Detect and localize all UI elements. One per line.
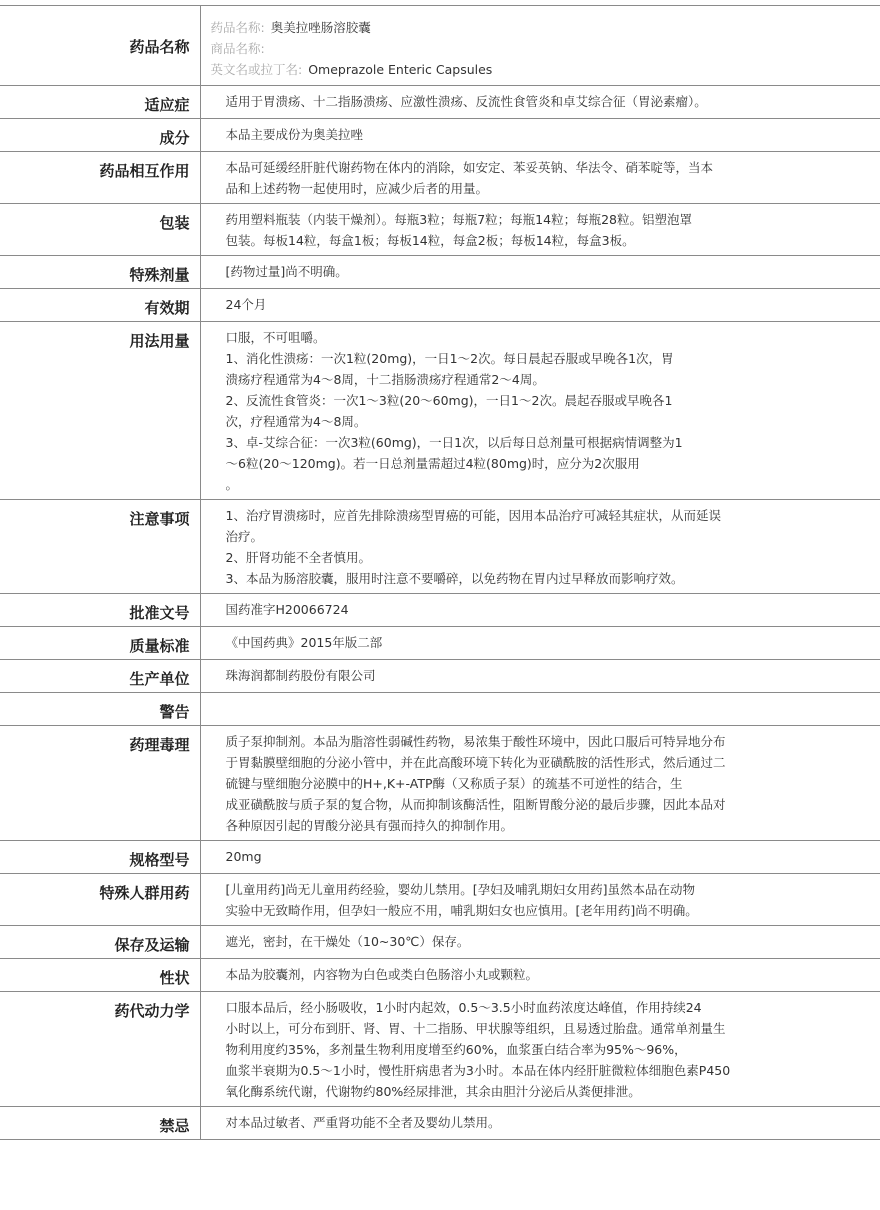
row-label	[0, 926, 200, 959]
english-name-value: Omeprazole Enteric Capsules	[308, 62, 493, 77]
generic-name-value: 奥美拉唑肠溶胶囊	[270, 20, 371, 35]
label-text: 注意事项	[129, 510, 190, 528]
row-value	[200, 152, 880, 204]
label-text: 规格型号	[129, 851, 190, 869]
row-label	[0, 256, 200, 289]
table-row	[0, 841, 880, 874]
label-text: 药理毒理	[129, 736, 190, 754]
table-row	[0, 874, 880, 926]
value-line: 包装。每板14粒，每盒1板；每板14粒，每盒2板；每板14粒，每盒3板。	[225, 233, 635, 248]
label-text: 禁忌	[159, 1117, 190, 1135]
row-label	[0, 6, 200, 86]
table-row	[0, 289, 880, 322]
row-label	[0, 874, 200, 926]
value-line: [儿童用药]尚无儿童用药经验，婴幼儿禁用。[孕妇及哺乳期妇女用药]虽然本品在动物	[225, 882, 696, 897]
value-line: 20mg	[225, 849, 262, 864]
row-label	[0, 660, 200, 693]
drug-info-table	[0, 5, 880, 1140]
table-row	[0, 926, 880, 959]
row-value	[200, 693, 880, 726]
table-row	[0, 204, 880, 256]
row-value	[200, 926, 880, 959]
value-line: 小时以上，可分布到肝、肾、胃、十二指肠、甲状腺等组织，且易透过胎盘。通常单剂量生	[225, 1021, 726, 1036]
table-row	[0, 594, 880, 627]
generic-name-label: 药品名称:	[210, 20, 265, 35]
row-value	[200, 289, 880, 322]
value-line: 1、消化性溃疡：一次1粒(20mg)，一日1～2次。每日晨起吞服或早晚各1次，胃	[225, 351, 674, 366]
value-line: 本品主要成份为奥美拉唑	[225, 127, 364, 142]
table-row	[0, 1107, 880, 1140]
row-value	[200, 500, 880, 594]
row-label	[0, 289, 200, 322]
label-text: 有效期	[144, 299, 190, 317]
row-value	[200, 627, 880, 660]
value-line: 对本品过敏者、严重肾功能不全者及婴幼儿禁用。	[225, 1115, 501, 1130]
value-line: 2、肝肾功能不全者慎用。	[225, 550, 371, 565]
value-line: 次，疗程通常为4～8周。	[225, 414, 367, 429]
label-text: 保存及运输	[114, 936, 190, 954]
value-line: 口服，不可咀嚼。	[225, 330, 326, 345]
row-label	[0, 152, 200, 204]
label-text: 特殊剂量	[129, 266, 190, 284]
value-line: 3、卓-艾综合征：一次3粒(60mg)，一日1次，以后每日总剂量可根据病情调整为1	[225, 435, 683, 450]
label-text: 批准文号	[129, 604, 190, 622]
row-value	[200, 256, 880, 289]
drug-info-body	[0, 6, 880, 1140]
trade-name-line	[211, 38, 871, 59]
row-label	[0, 594, 200, 627]
label-text: 警告	[159, 703, 190, 721]
table-row	[0, 119, 880, 152]
row-label	[0, 119, 200, 152]
value-line: 硫键与壁细胞分泌膜中的H+,K+-ATP酶（又称质子泵）的巯基不可逆性的结合，生	[225, 776, 683, 791]
row-drug-names	[0, 6, 880, 86]
table-row	[0, 500, 880, 594]
row-value	[200, 322, 880, 500]
label-text: 成分	[159, 129, 190, 147]
generic-name-line	[211, 17, 871, 38]
label-text: 生产单位	[129, 670, 190, 688]
value-line: 24个月	[225, 297, 267, 312]
value-line: 国药准字H20066724	[225, 602, 349, 617]
value-line: 本品可延缓经肝脏代谢药物在体内的消除，如安定、苯妥英钠、华法令、硝苯啶等，当本	[225, 160, 714, 175]
label-text: 用法用量	[129, 332, 190, 350]
table-row	[0, 660, 880, 693]
value-line: 珠海润都制药股份有限公司	[225, 668, 376, 683]
value-line: 《中国药典》2015年版二部	[225, 635, 383, 650]
row-label	[0, 500, 200, 594]
value-line: 血浆半衰期为0.5～1小时，慢性肝病患者为3小时。本品在体内经肝脏微粒体细胞色素P450	[225, 1063, 731, 1078]
label-text: 质量标准	[129, 637, 190, 655]
table-row	[0, 152, 880, 204]
row-label	[0, 959, 200, 992]
table-row	[0, 627, 880, 660]
row-label	[0, 204, 200, 256]
table-row	[0, 322, 880, 500]
value-line: 氧化酶系统代谢，代谢物约80%经尿排泄，其余由胆汁分泌后从粪便排泄。	[225, 1084, 641, 1099]
row-value	[200, 992, 880, 1107]
table-row	[0, 86, 880, 119]
table-row	[0, 726, 880, 841]
value-line: 溃疡疗程通常为4～8周，十二指肠溃疡疗程通常2～4周。	[225, 372, 545, 387]
value-line: 药用塑料瓶装（内装干燥剂）。每瓶3粒；每瓶7粒；每瓶14粒；每瓶28粒。铝塑泡罩	[225, 212, 692, 227]
names-block	[201, 6, 880, 85]
value-line: 3、本品为肠溶胶囊，服用时注意不要嚼碎，以免药物在胃内过早释放而影响疗效。	[225, 571, 684, 586]
row-value	[200, 874, 880, 926]
value-line: 质子泵抑制剂。本品为脂溶性弱碱性药物，易浓集于酸性环境中，因此口服后可特异地分布	[225, 734, 726, 749]
value-line: 各种原因引起的胃酸分泌具有强而持久的抑制作用。	[225, 818, 514, 833]
label-text: 特殊人群用药	[99, 884, 190, 902]
row-value	[200, 726, 880, 841]
row-label	[0, 992, 200, 1107]
row-value	[200, 594, 880, 627]
row-value	[200, 1107, 880, 1140]
row-label	[0, 1107, 200, 1140]
value-line: 于胃黏膜壁细胞的分泌小管中，并在此高酸环境下转化为亚磺酰胺的活性形式，然后通过二	[225, 755, 726, 770]
row-value	[200, 119, 880, 152]
label-text: 药代动力学	[114, 1002, 190, 1020]
value-line: 口服本品后，经小肠吸收，1小时内起效，0.5～3.5小时血药浓度达峰值，作用持续24	[225, 1000, 702, 1015]
value-line: 成亚磺酰胺与质子泵的复合物，从而抑制该酶活性，阻断胃酸分泌的最后步骤，因此本品对	[225, 797, 726, 812]
value-line: 遮光，密封，在干燥处（10~30℃）保存。	[225, 934, 470, 949]
value-line: 实验中无致畸作用，但孕妇一般应不用，哺乳期妇女也应慎用。[老年用药]尚不明确。	[225, 903, 698, 918]
trade-name-label: 商品名称:	[210, 41, 265, 56]
table-row	[0, 256, 880, 289]
row-label	[0, 841, 200, 874]
label-text: 包装	[159, 214, 190, 232]
row-value	[200, 841, 880, 874]
table-row	[0, 959, 880, 992]
value-line: 本品为胶囊剂，内容物为白色或类白色肠溶小丸或颗粒。	[225, 967, 539, 982]
table-row	[0, 992, 880, 1107]
table-row	[0, 693, 880, 726]
label-text: 药品名称	[129, 38, 190, 56]
label-text: 药品相互作用	[99, 162, 190, 180]
value-line: 。	[225, 477, 239, 492]
value-line: 治疗。	[225, 529, 264, 544]
english-name-label: 英文名或拉丁名:	[210, 62, 303, 77]
english-name-line	[211, 59, 871, 80]
value-line: [药物过量]尚不明确。	[225, 264, 348, 279]
value-line: 适用于胃溃疡、十二指肠溃疡、应激性溃疡、反流性食管炎和卓艾综合征（胃泌素瘤）。	[225, 94, 707, 109]
row-value	[200, 86, 880, 119]
row-label	[0, 322, 200, 500]
value-line: 1、治疗胃溃疡时，应首先排除溃疡型胃癌的可能，因用本品治疗可减轻其症状，从而延误	[225, 508, 721, 523]
label-text: 适应症	[144, 96, 190, 114]
value-line: ～6粒(20～120mg)。若一日总剂量需超过4粒(80mg)时，应分为2次服用	[225, 456, 640, 471]
row-value	[200, 959, 880, 992]
names-cell	[200, 6, 880, 86]
value-line: 品和上述药物一起使用时，应减少后者的用量。	[225, 181, 489, 196]
label-text: 性状	[159, 969, 190, 987]
row-value	[200, 660, 880, 693]
value-line: 物利用度约35%，多剂量生物利用度增至约60%，血浆蛋白结合率为95%～96%，	[225, 1042, 687, 1057]
row-label	[0, 693, 200, 726]
row-label	[0, 726, 200, 841]
value-line: 2、反流性食管炎：一次1～3粒(20～60mg)，一日1～2次。晨起吞服或早晚各1	[225, 393, 673, 408]
row-label	[0, 627, 200, 660]
row-value	[200, 204, 880, 256]
row-label	[0, 86, 200, 119]
